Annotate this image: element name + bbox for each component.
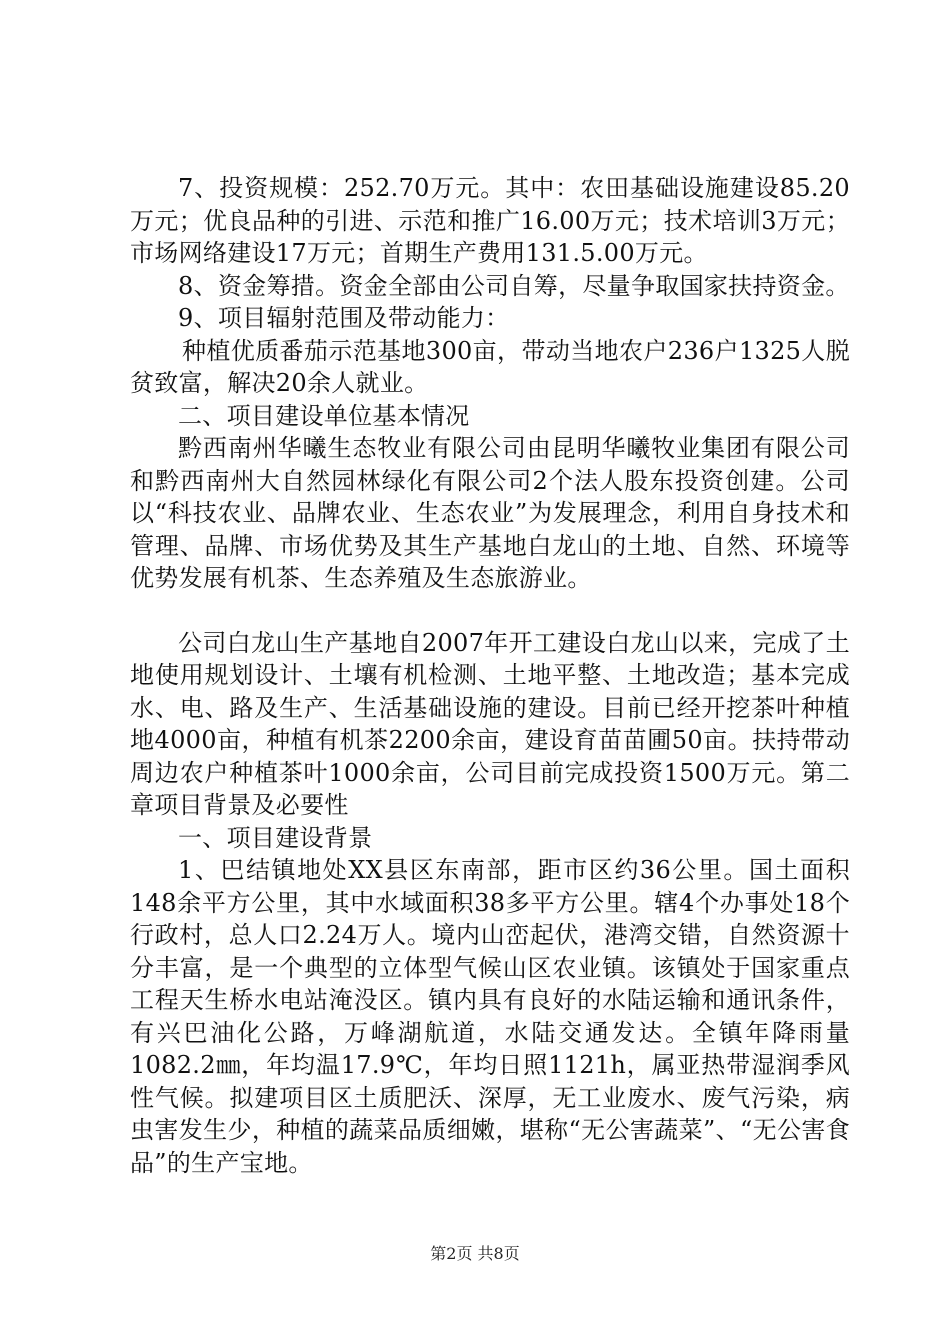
page-footer: 第2页 共8页: [430, 1244, 520, 1263]
section-heading-background: 一、项目建设背景: [178, 823, 373, 852]
paragraph-funding: 8、资金筹措。资金全部由公司自筹，尽量争取国家扶持资金。: [178, 271, 850, 300]
paragraph-company-intro: 黔西南州华曦生态牧业有限公司由昆明华曦牧业集团有限公司和黔西南州大自然园林绿化有限公司2个法人股东投资创建。公司以“科技农业、品牌农业、生态农业”为发展理念，利用自身技术和管理、品牌、市场优势及其生产基地白龙山的土地、自然、环境等优势发展有机茶、生态养殖及生态旅游业。: [130, 434, 850, 592]
paragraph-town-overview: 1、巴结镇地处XX县区东南部，距市区约36公里。国土面积148余平方公里，其中水域面积38多平方公里。辖4个办事处18个行政村，总人口2.24万人。境内山峦起伏，港湾交错，自然资源十分丰富，是一个典型的立体型气候山区农业镇。该镇处于国家重点工程天生桥水电站淹没区。镇内具有良好的水陆运输和通讯条件，有兴巴油化公路，万峰湖航道，水陆交通发达。全镇年降雨量1082.2㎜，年均温17.9℃，年均日照1121h，属亚热带湿润季风性气候。拟建项目区土质肥沃、深厚，无工业废水、废气污染，病虫害发生少，种植的蔬菜品质细嫩，堪称“无公害蔬菜”、“无公害食品”的生产宝地。: [130, 856, 850, 1177]
section-heading-company: 二、项目建设单位基本情况: [178, 401, 470, 430]
document-body: [130, 172, 850, 1179]
paragraph-investment-scale: 7、投资规模：252.70万元。其中：农田基础设施建设85.20万元；优良品种的引进、示范和推广16.00万元；技术培训3万元；市场网络建设17万元；首期生产费用131.5.00万元。: [130, 174, 850, 267]
paragraph-base-construction: 公司白龙山生产基地自2007年开工建设白龙山以来，完成了土地使用规划设计、土壤有机检测、土地平整、土地改造；基本完成水、电、路及生产、生活基础设施的建设。目前已经开挖茶叶种植地4000亩，种植有机茶2200余亩，建设育苗苗圃50亩。扶持带动周边农户种植茶叶1000余亩，公司目前完成投资1500万元。第二章项目背景及必要性: [130, 628, 850, 819]
paragraph-radiation-detail: 种植优质番茄示范基地300亩，带动当地农户236户1325人脱贫致富，解决20余人就业。: [130, 336, 850, 397]
paragraph-radiation-heading: 9、项目辐射范围及带动能力：: [178, 304, 510, 332]
